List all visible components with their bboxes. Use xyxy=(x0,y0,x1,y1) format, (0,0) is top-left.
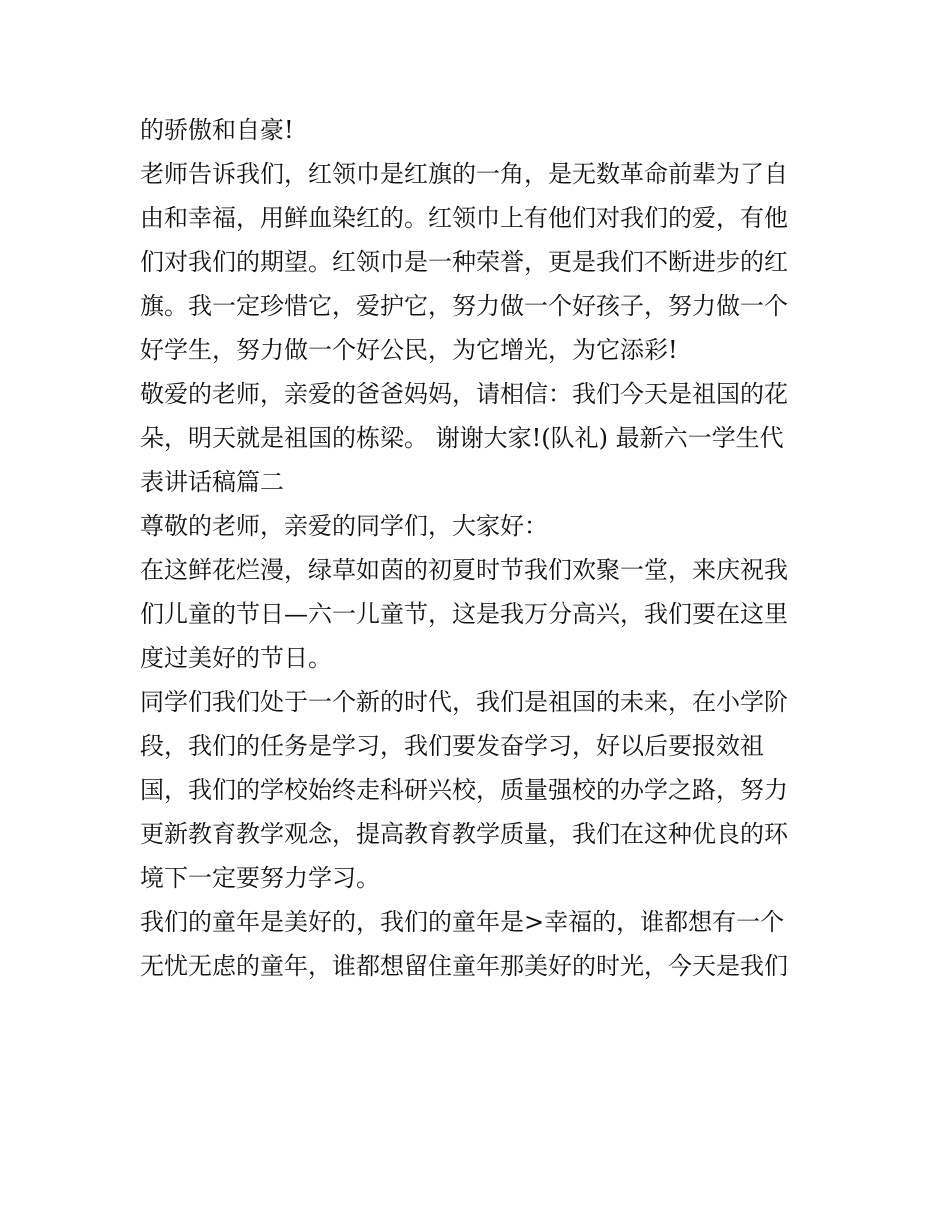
text-line: 段，我们的任务是学习，我们要发奋学习，好以后要报效祖 xyxy=(140,732,764,760)
text-line: 由和幸福，用鲜血染红的。红领巾上有他们对我们的爱，有他 xyxy=(140,204,788,232)
document-body xyxy=(140,108,830,988)
text-line: 老师告诉我们，红领巾是红旗的一角，是无数革命前辈为了自 xyxy=(140,160,788,188)
text-line: 我们的童年是美好的，我们的童年是>幸福的，谁都想有一个 xyxy=(140,908,785,936)
text-line: 朵，明天就是祖国的栋梁。 谢谢大家!(队礼) 最新六一学生代 xyxy=(140,424,784,452)
text-line: 更新教育教学观念，提高教育教学质量，我们在这种优良的环 xyxy=(140,820,788,848)
text-line: 国，我们的学校始终走科研兴校，质量强校的办学之路，努力 xyxy=(140,776,788,804)
text-line: 们对我们的期望。红领巾是一种荣誉，更是我们不断进步的红 xyxy=(140,248,788,276)
text-line: 们儿童的节日—六一儿童节，这是我万分高兴，我们要在这里 xyxy=(140,600,788,628)
text-line: 在这鲜花烂漫，绿草如茵的初夏时节我们欢聚一堂，来庆祝我 xyxy=(140,556,788,584)
text-line: 旗。我一定珍惜它，爱护它，努力做一个好孩子，努力做一个 xyxy=(140,292,788,320)
text-line: 无忧无虑的童年，谁都想留住童年那美好的时光，今天是我们 xyxy=(140,952,788,980)
text-line: 敬爱的老师，亲爱的爸爸妈妈，请相信：我们今天是祖国的花 xyxy=(140,380,788,408)
text-line: 同学们我们处于一个新的时代，我们是祖国的未来，在小学阶 xyxy=(140,688,788,716)
text-line: 的骄傲和自豪! xyxy=(140,116,294,144)
text-line: 好学生，努力做一个好公民，为它增光，为它添彩! xyxy=(140,336,678,364)
text-line: 尊敬的老师，亲爱的同学们，大家好： xyxy=(140,512,548,540)
text-line: 表讲话稿篇二 xyxy=(140,468,284,496)
text-line: 度过美好的节日。 xyxy=(140,644,332,672)
text-line: 境下一定要努力学习。 xyxy=(140,864,380,892)
